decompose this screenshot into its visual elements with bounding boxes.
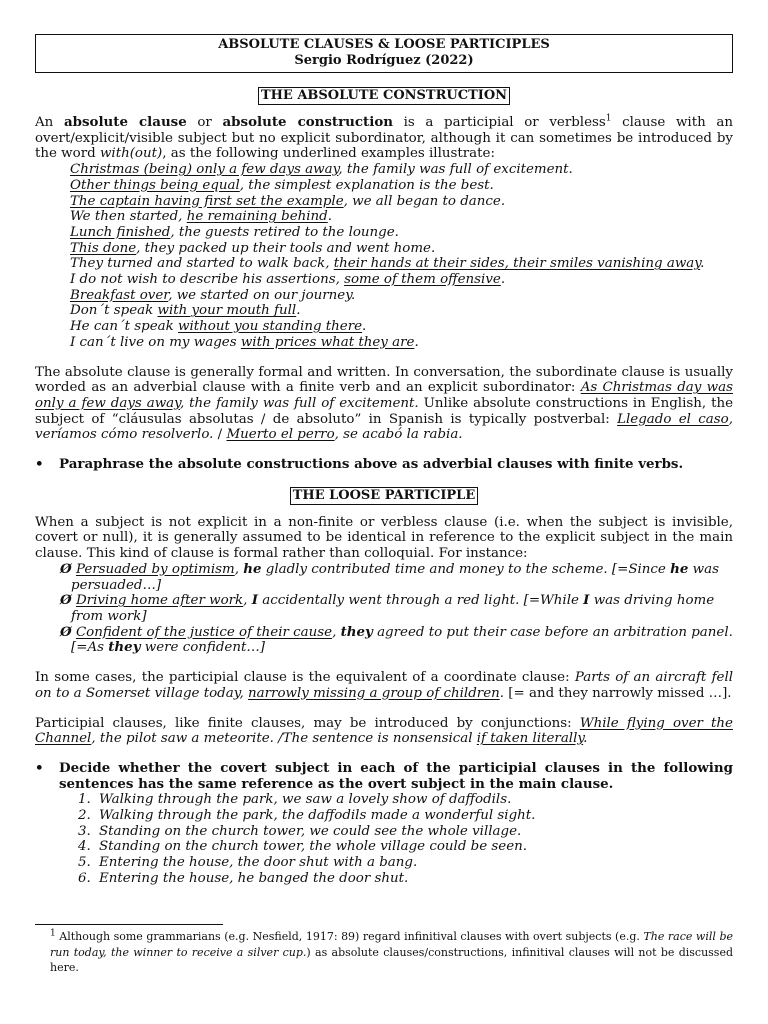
absolute-formality-paragraph: The absolute clause is generally formal and written. In conversation, the subordinate clause is usually worded as an adverbial clause with a finite verb and an explicit subordinator: As Christmas day was only a few days away, the family was full of excitement. Unlike absolute constructions in English, the subject of “cláusulas absolutas / de absoluto” in Spanish is typically postverbal: Llegado el caso, veríamos cómo resolverlo. / Muerto el perro, se acabó la rabia. xyxy=(35,364,734,443)
section-heading-loose: THE LOOSE PARTICIPLE xyxy=(35,487,733,505)
coordinate-clause-paragraph: In some cases, the participial clause is the equivalent of a coordinate clause: Parts of an aircraft fell on to a Somerset village today, narrowly missing a group of children. [= and they narrowly missed …]. xyxy=(35,670,734,701)
example-sentence: Christmas (being) only a few days away, the family was full of excitement. xyxy=(70,162,573,178)
task-bullet-paraphrase: • Paraphrase the absolute constructions above as adverbial clauses with finite verbs. xyxy=(35,456,684,473)
example-sentence: This done, they packed up their tools and went home. xyxy=(70,240,436,256)
exercise-sentences-list xyxy=(35,792,733,886)
list-item: 1. Walking through the park, we saw a lovely show of daffodils. xyxy=(95,792,733,808)
bullet-icon: • xyxy=(35,456,44,473)
example-sentence: They turned and started to walk back, their hands at their sides, their smiles vanishing away. xyxy=(70,256,705,272)
footnote-ref[interactable]: 1 xyxy=(605,113,612,124)
document-author: Sergio Rodríguez (2022) xyxy=(294,53,474,68)
example-sentence: I do not wish to describe his assertions, some of them offensive. xyxy=(70,272,506,288)
list-item: 3. Standing on the church tower, we could see the whole village. xyxy=(95,824,733,840)
title-box xyxy=(35,34,733,73)
document-title: ABSOLUTE CLAUSES & LOOSE PARTICIPLES xyxy=(218,37,550,52)
list-item: 4. Standing on the church tower, the whole village could be seen. xyxy=(95,839,733,855)
footnote-divider xyxy=(35,924,223,925)
task-bullet-decide: • Decide whether the covert subject in each of the participial clauses in the following sentences has the same reference as the overt subject in the main clause. xyxy=(35,759,733,792)
absolute-intro-paragraph: An absolute clause or absolute construction is a participial or verbless$^1$ clause with an overt/explicit/visible subject but no explicit subordinator, although it can sometimes be introduced by the word with(out), as the following underlined examples illustrate: xyxy=(35,113,733,162)
footnote: $^1$ Although some grammarians (e.g. Nesfield, 1917: 89) regard infinitival clauses with overt subjects (e.g. The race will be run today, the winner to receive a silver cup.) as absolute clauses/constructions, infinitival clauses will not be discussed here. xyxy=(50,928,733,974)
bullet-icon: • xyxy=(35,759,44,776)
example-sentence: We then started, he remaining behind. xyxy=(70,209,333,225)
example-sentence: The captain having first set the example, we all began to dance. xyxy=(70,193,506,209)
absolute-examples-list xyxy=(35,162,733,350)
document-page xyxy=(35,34,733,887)
example-sentence: I can´t live on my wages with prices what they are. xyxy=(70,334,419,350)
list-item: 2. Walking through the park, the daffodils made a wonderful sight. xyxy=(95,808,733,824)
example-sentence: Lunch finished, the guests retired to the lounge. xyxy=(70,224,399,240)
example-sentence: Don´t speak with your mouth full. xyxy=(70,303,301,319)
list-item: 5. Entering the house, the door shut with a bang. xyxy=(95,855,733,871)
loose-example: Ø Persuaded by optimism, he gladly contributed time and money to the scheme. [=Since he was persuaded…] xyxy=(60,560,719,593)
loose-example: Ø Confident of the justice of their cause, they agreed to put their case before an arbitration panel. [=As they were confident…] xyxy=(60,623,733,656)
example-sentence: Other things being equal, the simplest explanation is the best. xyxy=(70,177,494,193)
loose-examples-list xyxy=(35,562,733,656)
example-sentence: He can´t speak without you standing there. xyxy=(70,319,367,335)
loose-example: Ø Driving home after work, I accidentally went through a red light. [=While I was driving home from work] xyxy=(60,592,715,624)
section-heading-absolute: THE ABSOLUTE CONSTRUCTION xyxy=(35,87,733,105)
example-sentence: Breakfast over, we started on our journey. xyxy=(70,287,356,303)
loose-intro-paragraph: When a subject is not explicit in a non-finite or verbless clause (i.e. when the subject is invisible, covert or null), it is generally assumed to be identical in reference to the explicit subject in the main clause. This kind of clause is formal rather than colloquial. For instance: xyxy=(35,514,733,562)
conjunction-paragraph: Participial clauses, like finite clauses, may be introduced by conjunctions: While flying over the Channel, the pilot saw a meteorite. /The sentence is nonsensical if taken literally. xyxy=(35,715,733,747)
list-item: 6. Entering the house, he banged the door shut. xyxy=(95,871,733,887)
